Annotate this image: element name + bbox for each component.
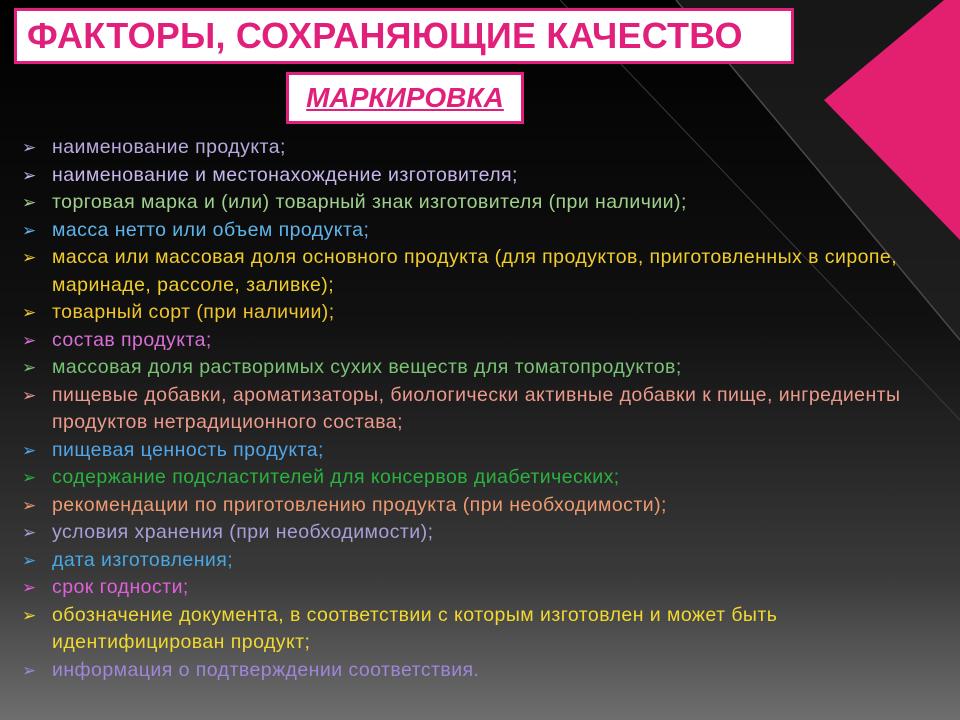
list-item bbox=[22, 519, 942, 547]
bullet-arrow-icon: ➢ bbox=[22, 330, 37, 350]
list-item bbox=[22, 134, 942, 162]
list-item bbox=[22, 244, 942, 299]
list-item-text: содержание подсластителей для консервов диабетических; bbox=[52, 466, 620, 488]
bullet-arrow-icon: ➢ bbox=[22, 220, 37, 240]
list-item bbox=[22, 602, 942, 657]
list-item bbox=[22, 189, 942, 217]
bullet-arrow-icon: ➢ bbox=[22, 358, 37, 377]
list-item bbox=[22, 354, 942, 382]
bullet-list bbox=[22, 134, 942, 684]
list-item-text: масса нетто или объем продукта; bbox=[52, 218, 370, 241]
bullet-arrow-icon: ➢ bbox=[22, 578, 37, 597]
list-item-text: информация о подтверждении соответствия. bbox=[52, 658, 480, 681]
bullet-arrow-icon: ➢ bbox=[22, 550, 37, 570]
bullet-arrow-icon: ➢ bbox=[22, 495, 37, 515]
list-item bbox=[22, 657, 942, 685]
list-item bbox=[22, 464, 942, 492]
list-item-text: торговая марка и (или) товарный знак изготовителя (при наличии); bbox=[52, 191, 687, 213]
bullet-arrow-icon: ➢ bbox=[22, 523, 37, 542]
bullet-arrow-icon: ➢ bbox=[22, 138, 37, 157]
title-box bbox=[14, 8, 794, 64]
list-item-text: пищевая ценность продукта; bbox=[52, 438, 324, 461]
slide-subtitle: МАРКИРОВКА bbox=[306, 82, 504, 113]
list-item bbox=[22, 547, 942, 575]
list-item bbox=[22, 437, 942, 465]
bullet-arrow-icon: ➢ bbox=[22, 193, 37, 212]
list-item-text: массовая доля растворимых сухих веществ для томатопродуктов; bbox=[52, 356, 682, 378]
list-item bbox=[22, 327, 942, 355]
list-item bbox=[22, 382, 942, 437]
bullet-arrow-icon: ➢ bbox=[22, 605, 37, 625]
list-item bbox=[22, 492, 942, 520]
list-item-text: дата изготовления; bbox=[52, 548, 234, 571]
list-item-text: масса или массовая доля основного продукта (для продуктов, приготовленных в сиропе, маринаде, рассоле, заливке); bbox=[52, 246, 898, 296]
list-item bbox=[22, 299, 942, 327]
bullet-arrow-icon: ➢ bbox=[22, 303, 37, 322]
list-item bbox=[22, 162, 942, 190]
list-item-text: пищевые добавки, ароматизаторы, биологически активные добавки к пище, ингредиенты продуктов нетрадиционного состава; bbox=[52, 383, 901, 433]
list-item-text: рекомендации по приготовлению продукта (при необходимости); bbox=[52, 493, 667, 516]
bullet-arrow-icon: ➢ bbox=[22, 385, 37, 405]
list-item-text: товарный сорт (при наличии); bbox=[52, 301, 335, 323]
list-item bbox=[22, 574, 942, 602]
subtitle-box bbox=[286, 72, 524, 124]
list-item-text: наименование продукта; bbox=[52, 136, 286, 158]
list-item-text: условия хранения (при необходимости); bbox=[52, 521, 434, 543]
bullet-arrow-icon: ➢ bbox=[22, 165, 37, 185]
bullet-arrow-icon: ➢ bbox=[22, 440, 37, 460]
bullet-arrow-icon: ➢ bbox=[22, 468, 37, 487]
list-item-text: состав продукта; bbox=[52, 328, 212, 351]
list-item-text: обозначение документа, в соответствии с которым изготовлен и может быть идентифицирован продукт; bbox=[52, 603, 778, 653]
bullet-arrow-icon: ➢ bbox=[22, 660, 37, 680]
list-item-text: срок годности; bbox=[52, 576, 189, 598]
slide-title: ФАКТОРЫ, СОХРАНЯЮЩИЕ КАЧЕСТВО bbox=[27, 15, 743, 56]
list-item-text: наименование и местонахождение изготовителя; bbox=[52, 163, 518, 186]
list-item bbox=[22, 217, 942, 245]
bullet-arrow-icon: ➢ bbox=[22, 248, 37, 267]
